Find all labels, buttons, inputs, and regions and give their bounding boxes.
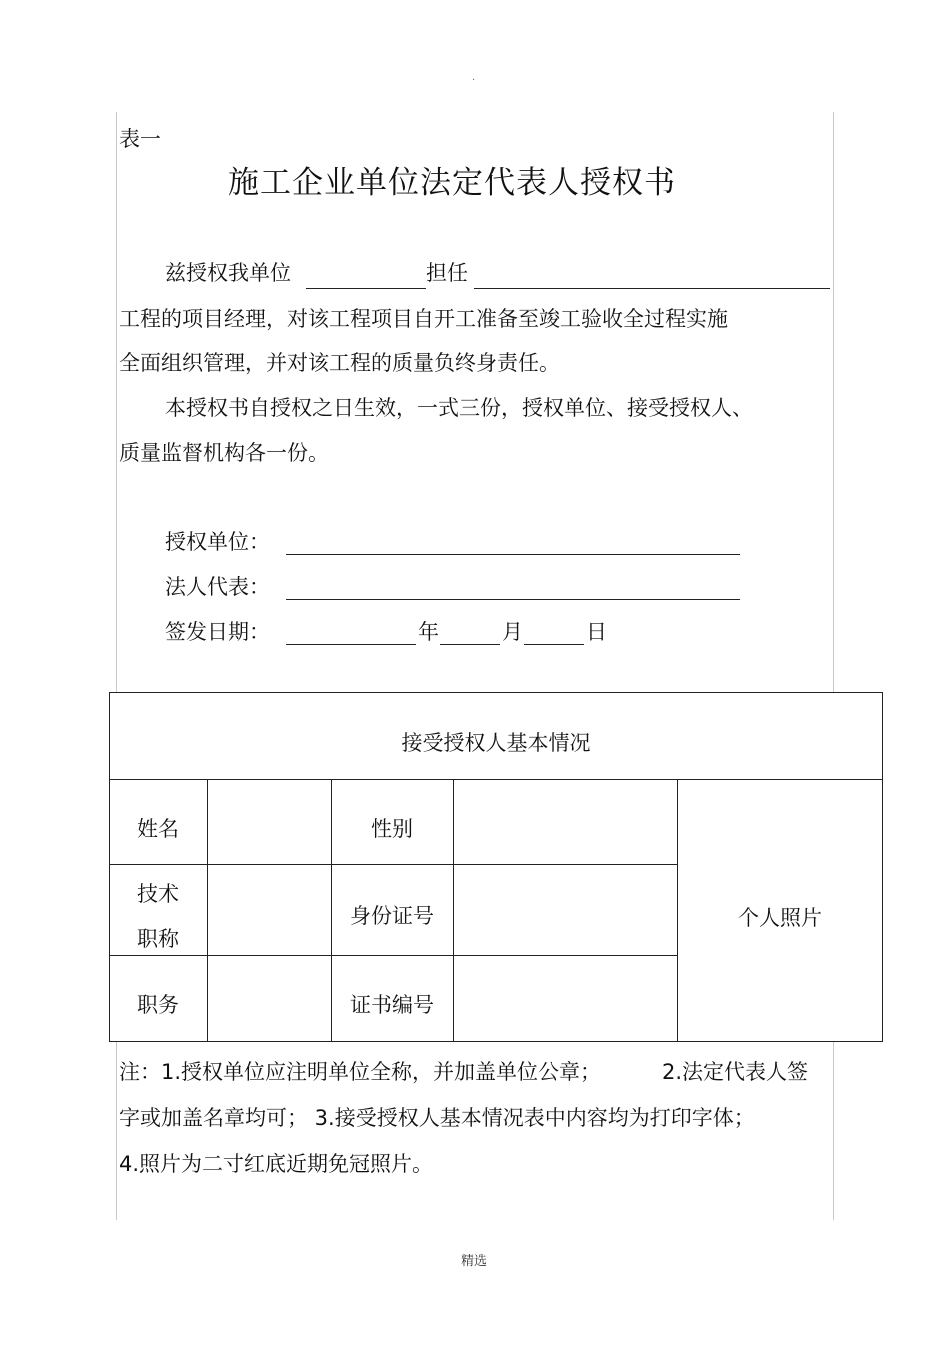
id-number-value-cell[interactable] — [455, 866, 675, 954]
project-name-blank[interactable] — [474, 288, 830, 289]
notes-line-2: 字或加盖名章均可； 3.接受授权人基本情况表中内容均为打印字体； — [119, 1106, 755, 1130]
unit-name-blank[interactable] — [306, 288, 426, 289]
table-col1-divider — [207, 779, 208, 1042]
top-dot-mark: . — [472, 72, 476, 83]
legal-rep-label: 法人代表： — [165, 575, 270, 599]
body-line-5: 质量监督机构各一份。 — [119, 441, 329, 465]
name-label: 姓名 — [137, 817, 179, 841]
year-label: 年 — [418, 620, 439, 644]
body-line-4: 本授权书自授权之日生效，一式三份，授权单位、接受授权人、 — [165, 396, 753, 420]
cert-number-value-cell[interactable] — [455, 957, 675, 1041]
cert-number-label: 证书编号 — [350, 993, 434, 1017]
body-line-3: 全面组织管理，并对该工程的质量负终身责任。 — [119, 351, 560, 375]
notes-line-1b: 2.法定代表人签 — [662, 1060, 809, 1084]
legal-rep-signature-line[interactable] — [286, 599, 740, 600]
table-label: 表一 — [119, 127, 161, 151]
body-line-2: 工程的项目经理，对该工程项目自开工准备至竣工验收全过程实施 — [119, 307, 728, 331]
tech-title-label-b: 职称 — [137, 927, 179, 951]
name-value-cell[interactable] — [209, 781, 329, 863]
day-blank[interactable] — [524, 644, 584, 645]
year-blank[interactable] — [286, 644, 416, 645]
left-margin-line — [116, 112, 117, 1220]
day-label: 日 — [586, 620, 607, 644]
date-label: 签发日期： — [165, 620, 270, 644]
page-footer: 精选 — [461, 1254, 488, 1269]
table-row1-divider — [109, 864, 677, 865]
position-label: 职务 — [137, 993, 179, 1017]
position-value-cell[interactable] — [209, 957, 329, 1041]
gender-value-cell[interactable] — [455, 781, 675, 863]
unit-label: 授权单位： — [165, 530, 270, 554]
table-header: 接受授权人基本情况 — [401, 731, 591, 755]
id-number-label: 身份证号 — [350, 904, 434, 928]
gender-label: 性别 — [371, 817, 413, 841]
notes-line-1a: 注：1.授权单位应注明单位全称，并加盖单位公章； — [119, 1060, 602, 1084]
right-margin-line — [833, 112, 834, 1220]
month-label: 月 — [502, 620, 523, 644]
photo-label: 个人照片 — [738, 906, 822, 930]
table-row2-divider — [109, 955, 677, 956]
table-header-divider — [109, 779, 883, 780]
body-line-1a: 兹授权我单位 — [165, 261, 291, 285]
tech-title-label-a: 技术 — [137, 882, 179, 906]
body-line-1b: 担任 — [426, 261, 468, 285]
unit-signature-line[interactable] — [286, 554, 740, 555]
month-blank[interactable] — [440, 644, 500, 645]
page-title: 施工企业单位法定代表人授权书 — [228, 165, 676, 201]
notes-line-3: 4.照片为二寸红底近期免冠照片。 — [119, 1152, 434, 1176]
tech-title-value-cell[interactable] — [209, 866, 329, 954]
table-col3-divider — [453, 779, 454, 1042]
